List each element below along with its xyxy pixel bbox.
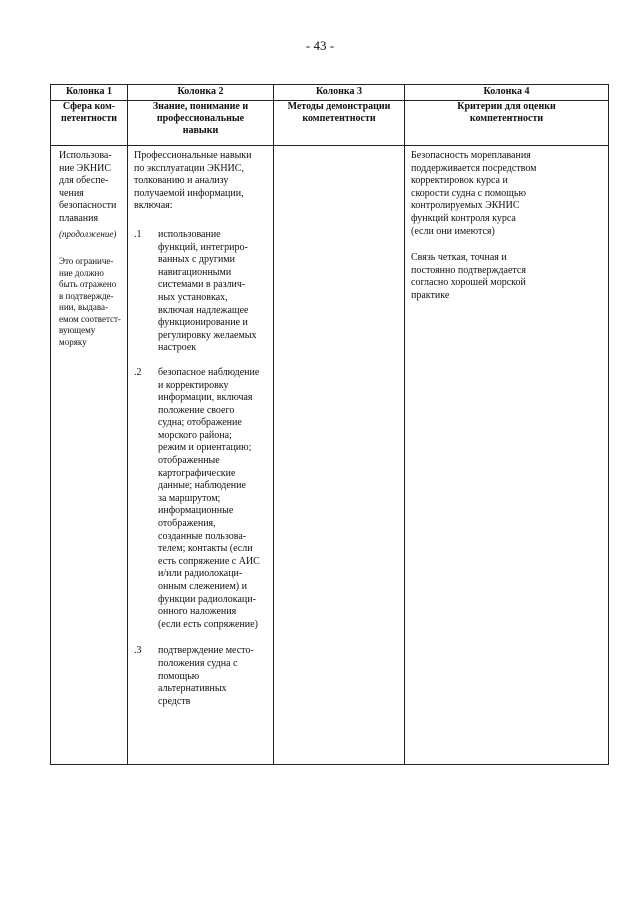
header-column-1: Колонка 1 [51,85,128,101]
header-column-2: Колонка 2 [128,85,274,101]
knowledge-intro: Профессиональные навыки по эксплуатации ЭКНИС, толкованию и анализу получаемой информации, включая: [134,150,252,212]
criteria-paragraph-1: Безопасность мореплавания поддерживается посредством корректировок курса и скорости судна с помощью контролируемых ЭКНИС функций контроля курса (если они имеются) [411,150,537,237]
item-text: подтверждение место- положения судна с помощью альтернативных средств [158,645,254,707]
knowledge-item [134,645,267,708]
continued-label: (продолжение) [59,228,117,239]
header-criteria: Критерии для оценки компетентности [405,101,609,146]
item-number: .2 [134,366,142,378]
body-row [51,146,609,765]
header-methods: Методы демонстрации компетентности [274,101,405,146]
knowledge-item [134,229,267,355]
knowledge-cell [128,146,274,765]
header-column-3: Колонка 3 [274,85,405,101]
item-text: безопасное наблюдение и корректировку информации, включая положение своего судна; отображение морского района; режим и ориентацию; отображенные картографические данные; наблюдение за маршрутом; информационные отображения, созданные пользова- телем; контакты (если есть сопряжение с АИС и/или радиолокаци- онным слежением) и функции радиолокаци- онного наложения (если есть сопряжение) [158,366,260,630]
criteria-cell [405,146,609,765]
competence-text: Использова- ние ЭКНИС для обеспе- чения безопасности плавания [59,150,117,224]
criteria-paragraph-2: Связь четкая, точная и постоянно подтверждается согласно хорошей морской практике [411,252,526,301]
item-text: использование функций, интегриро- ванных с другими навигационными системами в различ- ных установках, включая надлежащее функционирование и регулировку желаемых настроек [158,228,257,354]
header-row-columns [51,85,609,101]
item-number: .3 [134,645,142,657]
competence-cell [51,146,128,765]
header-knowledge: Знание, понимание и профессиональные навыки [128,101,274,146]
header-column-4: Колонка 4 [405,85,609,101]
item-number: .1 [134,228,142,240]
competence-note: Это ограниче- ние должно быть отражено в подтвержде- нии, выдава- емом соответст- вующему моряку [59,256,121,347]
knowledge-item [134,367,267,631]
methods-cell [274,146,405,765]
header-competence: Сфера ком- петентности [51,101,128,146]
page-number: - 43 - [305,38,335,53]
header-row-titles [51,101,609,146]
competence-table [50,84,609,765]
